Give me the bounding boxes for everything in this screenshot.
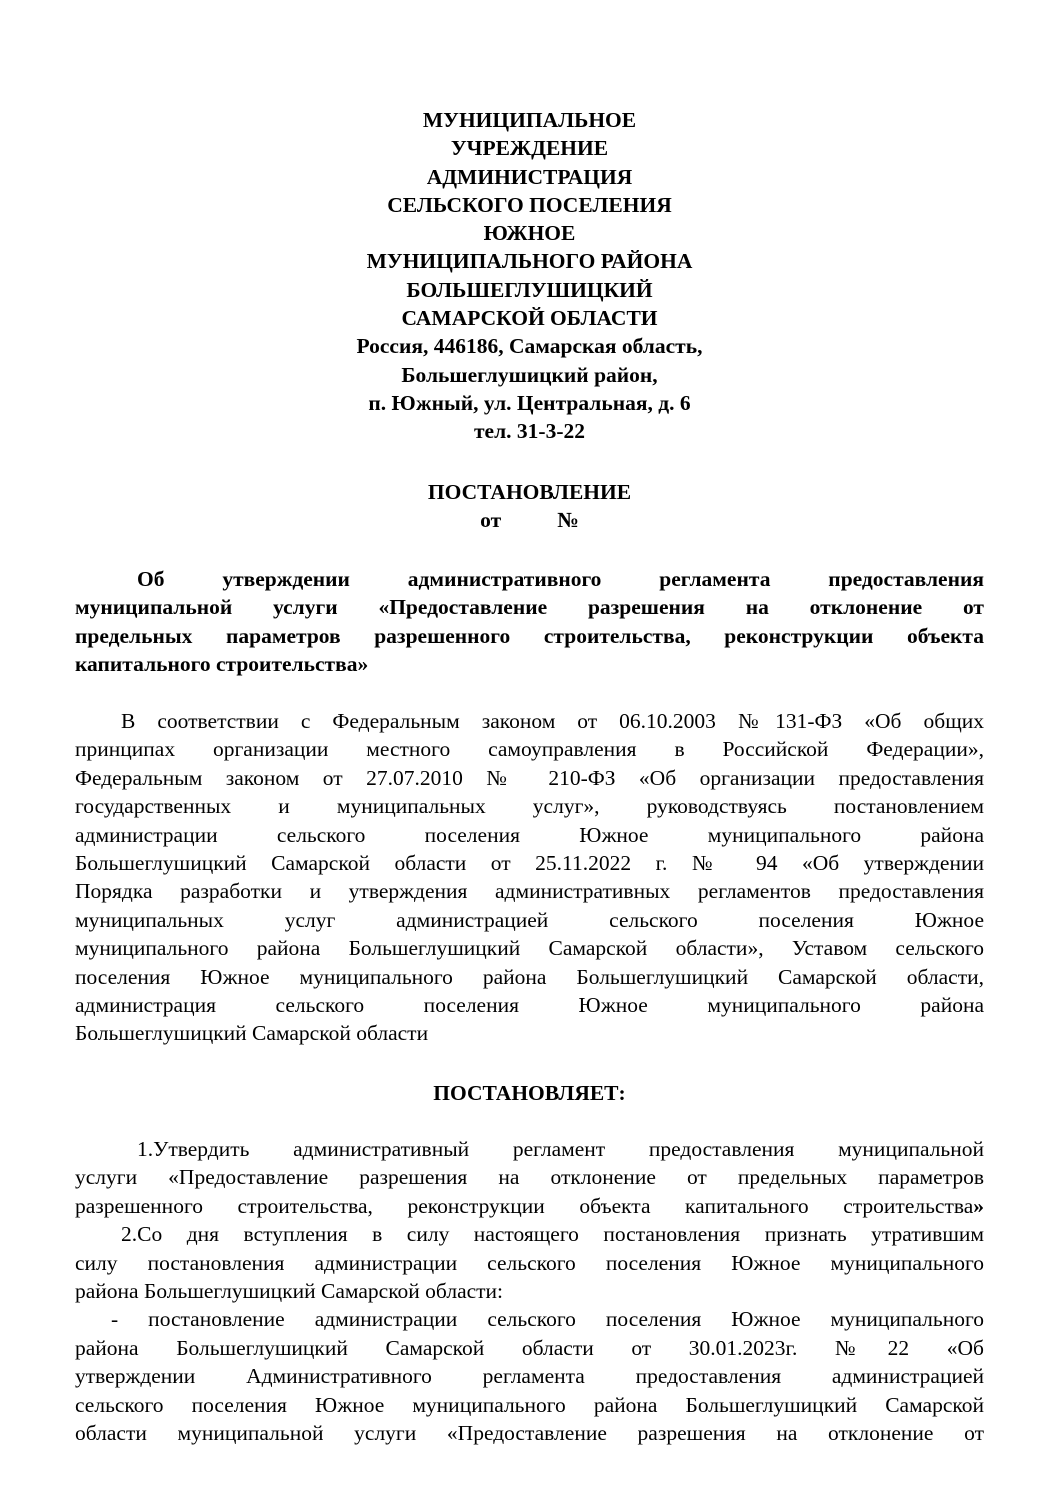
item-1-line: услуги «Предоставление разрешения на отклонение от предельных параметров — [75, 1165, 984, 1190]
decree-heading-block — [0, 478, 1059, 534]
item-3-line: района Большеглушицкий Самарской области от 30.01.2023г. №22 «Об — [75, 1335, 984, 1360]
header-line: УЧРЕЖДЕНИЕ — [450, 136, 609, 161]
preamble-line: поселения Южное муниципального района Большеглушицкий Самарской области, — [75, 964, 984, 989]
preamble-line: муниципальных услуг администрацией сельского поселения Южное — [75, 907, 984, 932]
decree-date-number — [0, 506, 1059, 534]
phone-line: тел. 31-3-22 — [474, 419, 585, 444]
title-line: Об утверждении административного регламента предоставления — [137, 567, 984, 591]
item-2-line: силу постановления администрации сельского поселения Южное муниципального — [75, 1250, 984, 1275]
preamble-line: В соответствии с Федеральным законом от 06.10.2003 №131-ФЗ «Об общих — [121, 709, 984, 733]
preamble-line: администрации сельского поселения Южное муниципального района — [75, 822, 984, 847]
header-line: БОЛЬШЕГЛУШИЦКИЙ — [406, 277, 653, 302]
preamble-line: муниципального района Большеглушицкий Самарской области», Уставом сельского — [75, 936, 984, 961]
address-line: Россия, 446186, Самарская область, — [356, 334, 703, 359]
address-line: Большеглушицкий район, — [401, 362, 658, 387]
header-line: АДМИНИСТРАЦИЯ — [426, 164, 633, 189]
item-2-line: 2.Со дня вступления в силу настоящего постановления признать утратившим — [121, 1222, 984, 1247]
preamble-line: Порядка разработки и утверждения административных регламентов предоставления — [75, 879, 984, 904]
item-3-line: сельского поселения Южное муниципального района Большеглушицкий Самарской — [75, 1392, 984, 1417]
preamble-line: Федеральным законом от 27.07.2010 № 210-ФЗ «Об организации предоставления — [75, 765, 984, 790]
header-line: ЮЖНОЕ — [483, 221, 576, 246]
header-line: МУНИЦИПАЛЬНОГО РАЙОНА — [366, 249, 693, 274]
resolve-heading: ПОСТАНОВЛЯЕТ: — [433, 1081, 626, 1105]
title-line: предельных параметров разрешенного строительства, реконструкции объекта — [75, 623, 984, 648]
preamble-line: администрация сельского поселения Южное муниципального района — [75, 993, 984, 1018]
address-line: п. Южный, ул. Центральная, д. 6 — [368, 390, 691, 415]
number-label: № — [557, 508, 579, 532]
organization-header — [0, 106, 1059, 446]
date-label: от — [480, 508, 502, 532]
preamble-line: Большеглушицкий Самарской области от 25.11.2022 г. № 94 «Об утверждении — [75, 851, 984, 876]
item-1-line: 1.Утвердить административный регламент предоставления муниципальной — [137, 1137, 984, 1161]
header-line: СЕЛЬСКОГО ПОСЕЛЕНИЯ — [387, 192, 672, 217]
item-3-line: - постановление администрации сельского поселения Южное муниципального — [111, 1307, 984, 1332]
title-line: капитального строительства» — [75, 652, 369, 677]
resolution-items — [75, 1135, 984, 1447]
document-title — [75, 565, 984, 679]
item-3-line: области муниципальной услуги «Предоставление разрешения на отклонение от — [75, 1421, 984, 1446]
item-3-line: утверждении Административного регламента предоставления администрацией — [75, 1364, 984, 1389]
header-line: САМАРСКОЙ ОБЛАСТИ — [401, 306, 658, 331]
preamble-line: принципах организации местного самоуправления в Российской Федерации», — [75, 737, 984, 762]
item-2-line: района Большеглушицкий Самарской области: — [75, 1279, 504, 1304]
preamble-paragraph — [75, 707, 984, 1048]
item-1-line — [75, 1192, 984, 1220]
decree-heading: ПОСТАНОВЛЕНИЕ — [427, 480, 632, 504]
title-line: муниципальной услуги «Предоставление разрешения на отклонение от — [75, 595, 984, 620]
preamble-line: Большеглушицкий Самарской области — [75, 1021, 429, 1046]
header-line: МУНИЦИПАЛЬНОЕ — [422, 108, 637, 132]
preamble-line: государственных и муниципальных услуг», руководствуясь постановлением — [75, 794, 984, 819]
item-1-text: разрешенного строительства, реконструкции объекта капитального строительства — [75, 1193, 974, 1218]
item-1-closing-quote: » — [973, 1193, 984, 1218]
